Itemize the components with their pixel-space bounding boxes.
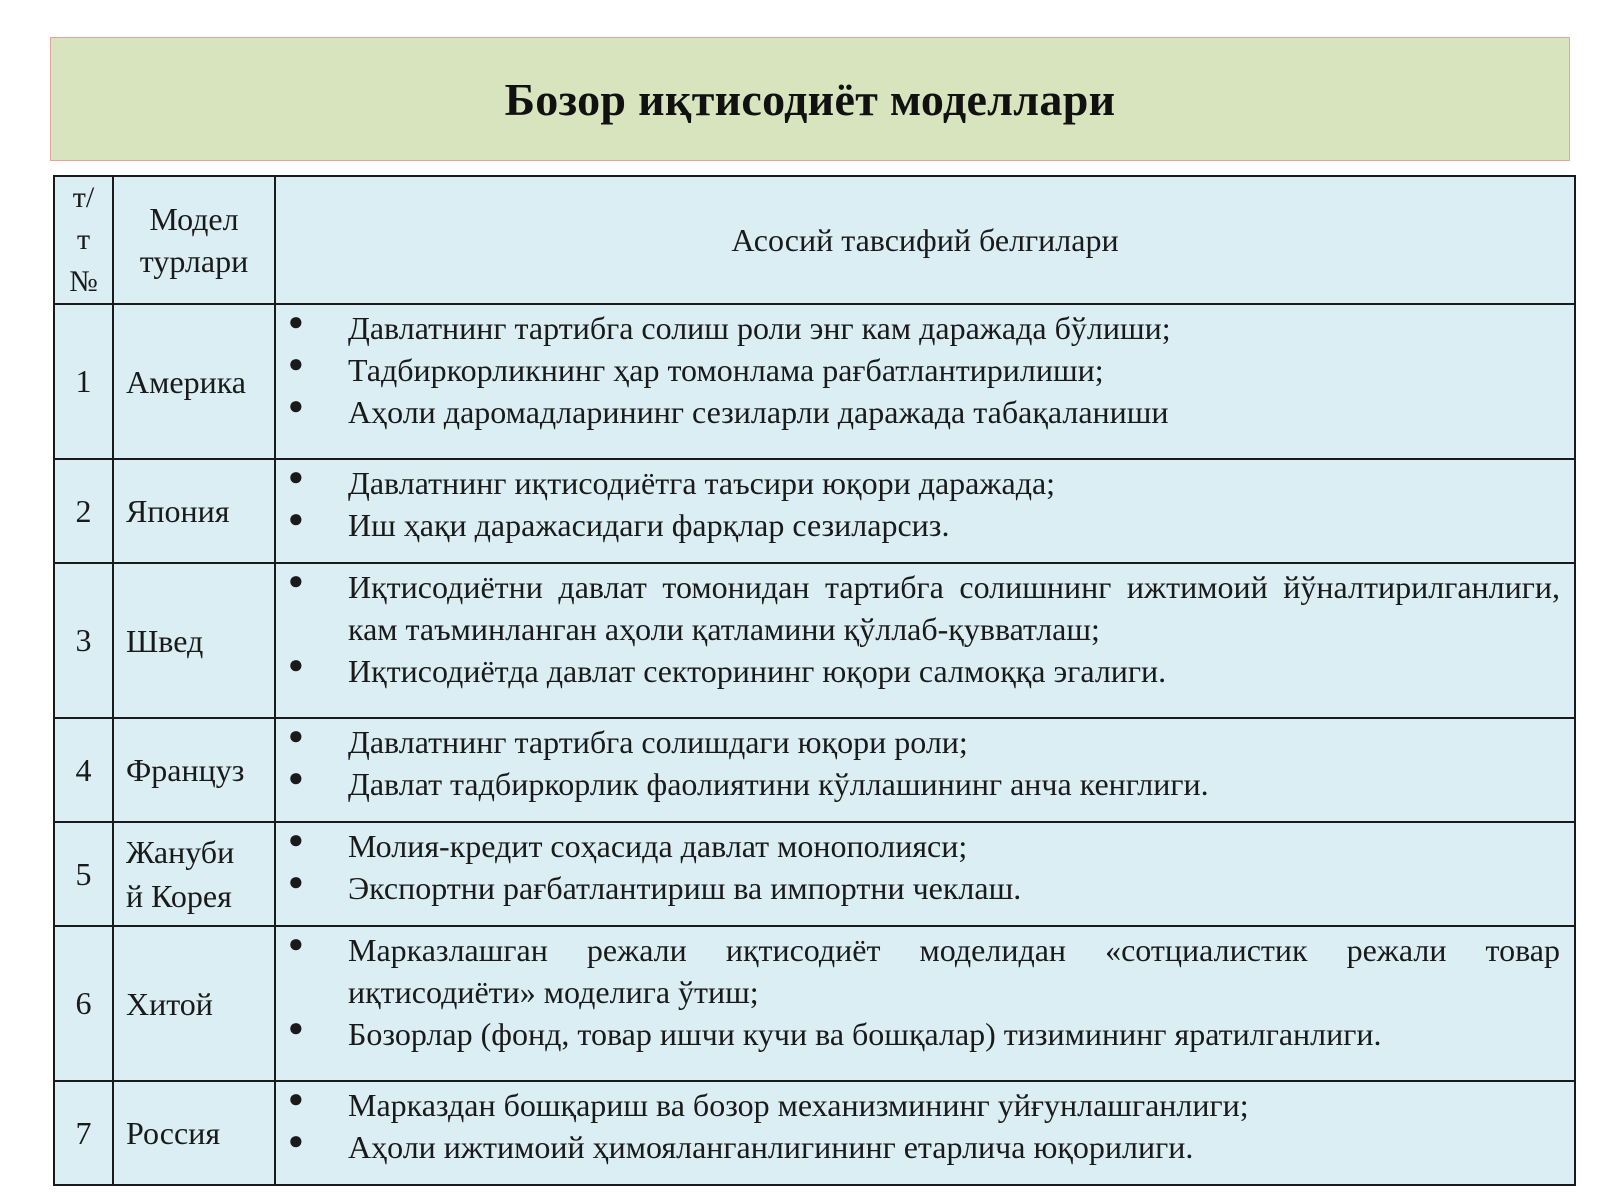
table-row: [54, 1081, 1575, 1185]
bullet-icon: ●: [288, 763, 304, 792]
table-header-row: [54, 176, 1575, 304]
bullet-icon: ●: [288, 650, 304, 679]
bullet-icon: ●: [288, 566, 304, 595]
bullet-icon: ●: [288, 504, 304, 533]
bullet-icon: ●: [288, 1084, 304, 1113]
list-item-text: Молия-кредит соҳасида давлат монополияси;: [348, 828, 968, 864]
bullet-icon: ●: [288, 391, 304, 420]
row-number: 4: [54, 718, 113, 822]
list-item-text: Иш ҳақи даражасидаги фарқлар сезиларсиз.: [348, 507, 950, 543]
list-item-text: Давлатнинг тартибга солишдаги юқори роли;: [348, 724, 968, 760]
list-item-text: Давлатнинг тартибга солиш роли энг кам даражада бўлиши;: [348, 310, 1171, 346]
page-title: Бозор иқтисодиёт моделлари: [504, 73, 1116, 125]
bullet-icon: ●: [288, 721, 304, 750]
header-number: [54, 176, 113, 304]
model-name: [113, 563, 275, 718]
model-name: [113, 459, 275, 563]
list-item: [276, 349, 1560, 391]
table-row: [54, 563, 1575, 718]
model-name-line: Жануби: [126, 834, 235, 870]
bullet-icon: ●: [288, 1013, 304, 1042]
row-number: 5: [54, 822, 113, 926]
list-item-text: Иқтисодиётни давлат томонидан тартибга солишнинг ижтимоий йўналтирилганлиги, кам таъминланган аҳоли қатламини қўллаб-қувватлаш;: [348, 569, 1560, 647]
characteristics-cell: [275, 304, 1575, 459]
row-number: 2: [54, 459, 113, 563]
model-name: [113, 926, 275, 1081]
characteristics-cell: [275, 822, 1575, 926]
table-row: [54, 926, 1575, 1081]
list-item: [276, 391, 1560, 433]
list-item-text: Иқтисодиётда давлат секторининг юқори салмоққа эгалиги.: [348, 653, 1167, 689]
header-model-line: турлари: [139, 243, 249, 279]
bullet-icon: ●: [288, 1126, 304, 1155]
model-name: [113, 822, 275, 926]
characteristics-cell: [275, 718, 1575, 822]
list-item: [276, 825, 1560, 867]
model-name-line: Француз: [126, 752, 245, 788]
list-item-text: Давлат тадбиркорлик фаолиятини кўллашининг анча кенглиги.: [348, 766, 1209, 802]
bullet-icon: ●: [288, 867, 304, 896]
table-row: [54, 459, 1575, 563]
list-item-text: Аҳоли ижтимоий ҳимояланганлигининг етарлича юқорилиги.: [348, 1129, 1194, 1165]
list-item: [276, 721, 1560, 763]
characteristics-cell: [275, 926, 1575, 1081]
list-item-text: Марказдан бошқариш ва бозор механизмининг уйғунлашганлиги;: [348, 1087, 1249, 1123]
header-number-line: т/: [72, 181, 95, 214]
bullet-icon: ●: [288, 462, 304, 491]
bullet-icon: ●: [288, 929, 304, 958]
row-number: 1: [54, 304, 113, 459]
row-number: 3: [54, 563, 113, 718]
title-banner: [50, 37, 1570, 161]
characteristics-list: [276, 566, 1560, 692]
table-row: [54, 822, 1575, 926]
characteristics-list: [276, 307, 1560, 433]
models-table: [53, 175, 1576, 1186]
list-item-text: Экспортни рағбатлантириш ва импортни чеклаш.: [348, 870, 1022, 906]
list-item: [276, 763, 1560, 805]
header-number-line: №: [69, 265, 98, 298]
list-item-text: Бозорлар (фонд, товар ишчи кучи ва бошқалар) тизимининг яратилганлиги.: [348, 1016, 1382, 1052]
header-model-line: Модел: [149, 201, 239, 237]
list-item: [276, 504, 1560, 546]
list-item: [276, 462, 1560, 504]
table-row: [54, 718, 1575, 822]
characteristics-list: [276, 929, 1560, 1055]
list-item: [276, 307, 1560, 349]
list-item-text: Давлатнинг иқтисодиётга таъсири юқори даражада;: [348, 465, 1056, 501]
characteristics-list: [276, 1084, 1560, 1168]
characteristics-cell: [275, 563, 1575, 718]
model-name-line: Швед: [126, 622, 204, 659]
model-name: [113, 304, 275, 459]
model-name-line: Америка: [126, 363, 246, 400]
list-item: [276, 929, 1560, 1013]
list-item: [276, 566, 1560, 650]
header-number-line: т: [76, 223, 91, 256]
list-item: [276, 1084, 1560, 1126]
bullet-icon: ●: [288, 825, 304, 854]
bullet-icon: ●: [288, 307, 304, 336]
characteristics-cell: [275, 1081, 1575, 1185]
model-name: [113, 1081, 275, 1185]
model-name-line: Хитой: [126, 985, 213, 1022]
list-item: [276, 1126, 1560, 1168]
model-name-line: Россия: [126, 1115, 221, 1151]
characteristics-list: [276, 825, 1560, 909]
header-model-types: [113, 176, 275, 304]
list-item-text: Тадбиркорликнинг ҳар томонлама рағбатлантирилиши;: [348, 352, 1104, 388]
row-number: 7: [54, 1081, 113, 1185]
characteristics-list: [276, 462, 1560, 546]
list-item: [276, 1013, 1560, 1055]
header-description: Асосий тавсифий белгилари: [275, 176, 1575, 304]
model-name: [113, 718, 275, 822]
bullet-icon: ●: [288, 349, 304, 378]
model-name-line: й Корея: [126, 878, 232, 914]
list-item: [276, 650, 1560, 692]
list-item-text: Марказлашган режали иқтисодиёт моделидан «сотциалистик режали товар иқтисодиёти» моделига ўтиш;: [348, 932, 1560, 1010]
table-row: [54, 304, 1575, 459]
characteristics-list: [276, 721, 1560, 805]
model-name-line: Япония: [126, 493, 230, 529]
characteristics-cell: [275, 459, 1575, 563]
list-item: [276, 867, 1560, 909]
list-item-text: Аҳоли даромадларининг сезиларли даражада табақаланиши: [348, 394, 1169, 430]
row-number: 6: [54, 926, 113, 1081]
